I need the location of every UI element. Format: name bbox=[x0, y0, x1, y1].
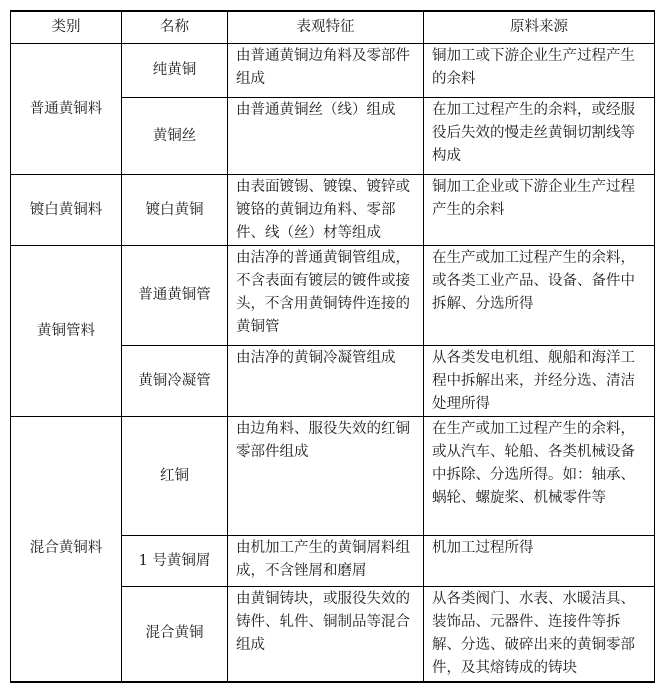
header-feature: 表观特征 bbox=[228, 11, 424, 44]
feature-cell: 由机加工产生的黄铜屑料组成，不含锉屑和磨屑 bbox=[228, 536, 424, 587]
name-cell: 纯黄铜 bbox=[122, 44, 228, 98]
header-name: 名称 bbox=[122, 11, 228, 44]
source-cell: 从各类发电机组、舰船和海洋工程中拆解出来，并经分选、清洁处理所得 bbox=[424, 346, 655, 417]
source-cell: 铜加工企业或下游企业生产过程产生的余料 bbox=[424, 175, 655, 246]
name-cell: 混合黄铜 bbox=[122, 587, 228, 682]
table-row bbox=[11, 44, 655, 98]
feature-cell: 由洁净的黄铜冷凝管组成 bbox=[228, 346, 424, 417]
source-cell: 从各类阀门、水表、水暖洁具、装饰品、元器件、连接件等拆解、分选、破碎出来的黄铜零部件，及其熔铸成的铸块 bbox=[424, 587, 655, 682]
category-cell: 混合黄铜料 bbox=[11, 417, 122, 682]
feature-cell: 由普通黄铜丝（线）组成 bbox=[228, 98, 424, 175]
feature-cell: 由表面镀锡、镀镍、镀锌或镀铬的黄铜边角料、零部件、线（丝）材等组成 bbox=[228, 175, 424, 246]
header-source: 原料来源 bbox=[424, 11, 655, 44]
header-category: 类别 bbox=[11, 11, 122, 44]
source-cell: 机加工过程所得 bbox=[424, 536, 655, 587]
feature-cell: 由边角料、服役失效的红铜零部件组成 bbox=[228, 417, 424, 536]
source-cell: 在生产或加工过程产生的余料，或从汽车、轮船、各类机械设备中拆除、分选所得。如：轴承、蜗轮、螺旋桨、机械零件等 bbox=[424, 417, 655, 536]
table-row bbox=[11, 246, 655, 346]
source-cell: 在加工过程产生的余料，或经服役后失效的慢走丝黄铜切割线等构成 bbox=[424, 98, 655, 175]
name-cell: 黄铜冷凝管 bbox=[122, 346, 228, 417]
category-cell: 普通黄铜料 bbox=[11, 44, 122, 175]
name-cell: 黄铜丝 bbox=[122, 98, 228, 175]
brass-scrap-classification-table bbox=[10, 10, 655, 683]
table-row bbox=[11, 175, 655, 246]
name-cell: 红铜 bbox=[122, 417, 228, 536]
name-cell: 普通黄铜管 bbox=[122, 246, 228, 346]
source-cell: 在生产或加工过程产生的余料，或各类工业产品、设备、备件中拆解、分选所得 bbox=[424, 246, 655, 346]
feature-cell: 由黄铜铸块，或服役失效的铸件、轧件、铜制品等混合组成 bbox=[228, 587, 424, 682]
table-row bbox=[11, 417, 655, 536]
source-cell: 铜加工或下游企业生产过程产生的余料 bbox=[424, 44, 655, 98]
feature-cell: 由普通黄铜边角料及零部件组成 bbox=[228, 44, 424, 98]
header-row bbox=[11, 11, 655, 44]
name-cell: 镀白黄铜 bbox=[122, 175, 228, 246]
category-cell: 镀白黄铜料 bbox=[11, 175, 122, 246]
feature-cell: 由洁净的普通黄铜管组成，不含表面有镀层的镀件或接头，不含用黄铜铸件连接的黄铜管 bbox=[228, 246, 424, 346]
category-cell: 黄铜管料 bbox=[11, 246, 122, 417]
name-cell: 1 号黄铜屑 bbox=[122, 536, 228, 587]
